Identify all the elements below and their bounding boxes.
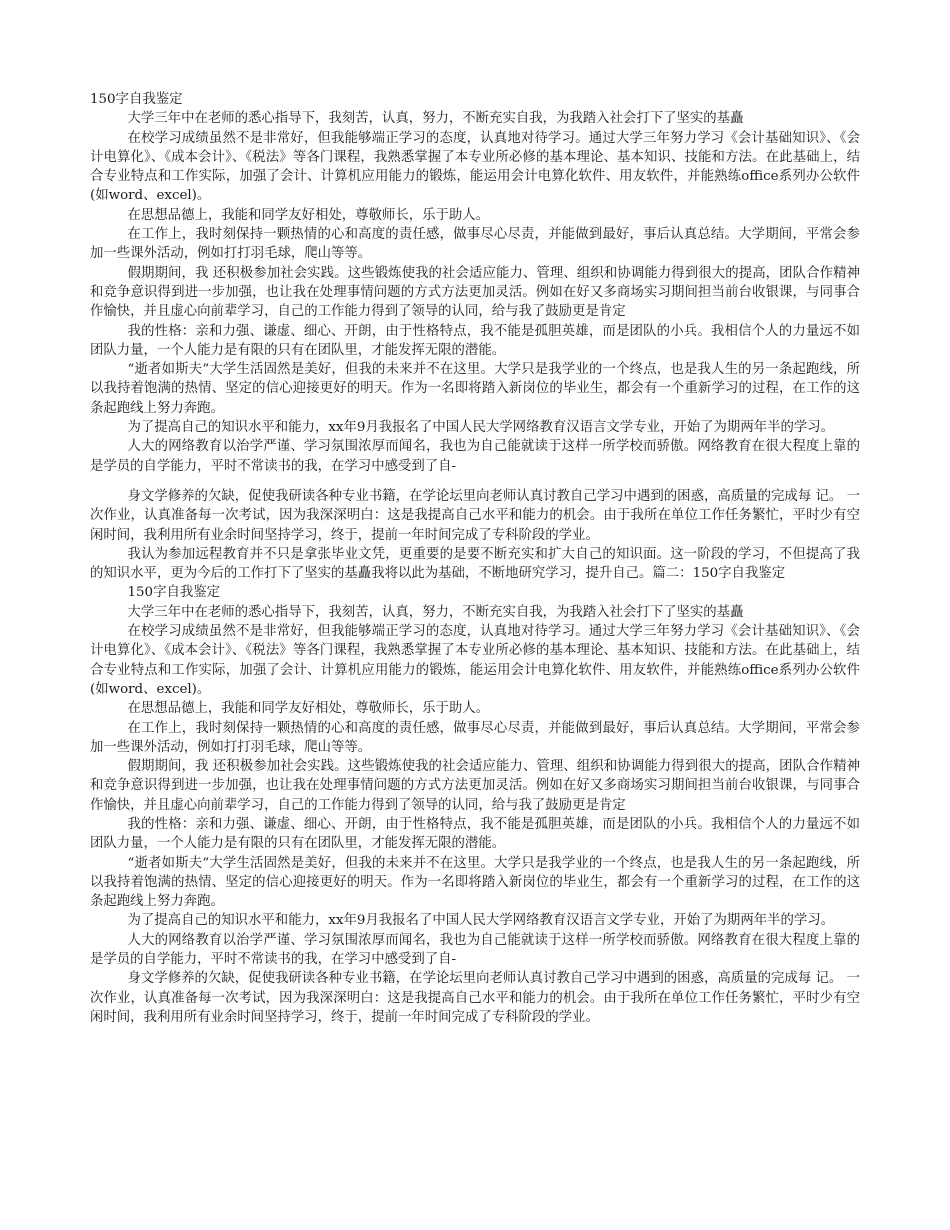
section-2-paragraph-9: 人大的网络教育以治学严谨、学习氛围浓厚而闻名，我也为自己能就读于这样一所学校而骄傲。网络教育在很大程度上靠的是学员的自学能力，平时不常读书的我，在学习中感受到了自- — [90, 932, 860, 968]
section-2-paragraph-10: 身文学修养的欠缺，促使我研读各种专业书籍，在学论坛里向老师认真讨教自己学习中遇到的困惑，高质量的完成每 记。 一次作业，认真准备每一次考试，因为我深深明白：这是我提高自己水平和能力的机会。由于我所在单位工作任务繁忙，平时少有空闲时间，我利用所有业余时间坚持学习，终于，提前一年时间完成了专科阶段的学业。 — [90, 971, 860, 1025]
paragraph-9: 人大的网络教育以治学严谨、学习氛围浓厚而闻名，我也为自己能就读于这样一所学校而骄傲。网络教育在很大程度上靠的是学员的自学能力，平时不常读书的我，在学习中感受到了自- — [90, 439, 860, 474]
document-title: 150字自我鉴定 — [90, 92, 183, 107]
paragraph-3: 在思想品德上，我能和同学友好相处，尊敬师长，乐于助人。 — [127, 207, 490, 223]
paragraph-7: “逝者如斯夫”大学生活固然是美好，但我的未来并不在这里。大学只是我学业的一个终点，也是我人生的另一条起跑线，所以我持着饱满的热情、坚定的信心迎接更好的明天。作为一名即将踏入新岗位的毕业生，都会有一个重新学习的过程，在工作的这条起跑线上努力奔跑。 — [90, 362, 860, 416]
section-2-title: 150字自我鉴定 — [127, 585, 221, 601]
section-2-paragraph-7: “逝者如斯夫”大学生活固然是美好，但我的未来并不在这里。大学只是我学业的一个终点，也是我人生的另一条起跑线，所以我持着饱满的热情、坚定的信心迎接更好的明天。作为一名即将踏入新岗位的毕业生，都会有一个重新学习的过程，在工作的这条起跑线上努力奔跑。 — [90, 855, 860, 910]
section-2-paragraph-1: 大学三年中在老师的悉心指导下，我刻苦，认真，努力，不断充实自我，为我踏入社会打下了坚实的基矗 — [127, 604, 744, 620]
paragraph-10: 身文学修养的欠缺，促使我研读各种专业书籍，在学论坛里向老师认真讨教自己学习中遇到的困惑，高质量的完成每 记。 一次作业，认真准备每一次考试，因为我深深明白：这是我提高自己水平和能力的机会。由于我所在单位工作任务繁忙，平时少有空闲时间，我利用所有业余时间坚持学习，终于，提前一年时间完成了专科阶段的学业。 — [90, 488, 860, 543]
paragraph-8: 为了提高自己的知识水平和能力，xx年9月我报名了中国人民大学网络教育汉语言文学专业，开始了为期两年半的学习。 — [127, 420, 835, 436]
section-2-paragraph-5: 假期期间，我 还积极参加社会实践。这些锻炼使我的社会适应能力、管理、组织和协调能力得到很大的提高，团队合作精神和竞争意识得到进一步加强，也让我在处理事情问题的方式方法更加灵活。例如在好又多商场实习期间担当前台收银课，与同事合作愉快，并且虚心向前辈学习，自己的工作能力得到了领导的认同，给与我了鼓励更是肯定 — [90, 759, 860, 813]
section-2-paragraph-6: 我的性格：亲和力强、谦虚、细心、开朗，由于性格特点，我不能是孤胆英雄，而是团队的小兵。我相信个人的力量远不如团队力量，一个人能力是有限的只有在团队里，才能发挥无限的潜能。 — [90, 816, 860, 852]
section-2-paragraph-2: 在校学习成绩虽然不是非常好，但我能够端正学习的态度，认真地对待学习。通过大学三年努力学习《会计基础知识》、《会计电算化》、《成本会计》、《税法》等各门课程，我熟悉掌握了本专业所必修的基本理论、基本知识、技能和方法。在此基础上，结合专业特点和工作实际，加强了会计、计算机应用能力的锻炼，能运用会计电算化软件、用友软件，并能熟练office系列办公软件(如word、excel)。 — [90, 624, 860, 697]
paragraph-4: 在工作上，我时刻保持一颗热情的心和高度的责任感，做事尽心尽责，并能做到最好，事后认真总结。大学期间，平常会参加一些课外活动，例如打打羽毛球，爬山等等。 — [90, 227, 860, 262]
paragraph-5: 假期期间，我 还积极参加社会实践。这些锻炼使我的社会适应能力、管理、组织和协调能力得到很大的提高，团队合作精神和竞争意识得到进一步加强，也让我在处理事情问题的方式方法更加灵活。例如在好又多商场实习期间担当前台收银课，与同事合作愉快，并且虚心向前辈学习，自己的工作能力得到了领导的认同，给与我了鼓励更是肯定 — [90, 265, 860, 320]
section-2-paragraph-4: 在工作上，我时刻保持一颗热情的心和高度的责任感，做事尽心尽责，并能做到最好，事后认真总结。大学期间，平常会参加一些课外活动，例如打打羽毛球，爬山等等。 — [90, 720, 860, 755]
paragraph-1: 大学三年中在老师的悉心指导下，我刻苦，认真，努力，不断充实自我，为我踏入社会打下了坚实的基矗 — [127, 111, 744, 127]
paragraph-11: 我认为参加远程教育并不只是拿张毕业文凭，更重要的是要不断充实和扩大自己的知识面。这一阶段的学习，不但提高了我的知识水平，更为今后的工作打下了坚实的基矗我将以此为基础，不断地研究学习，提升自己。篇二：150字自我鉴定 — [90, 546, 860, 582]
paragraph-6: 我的性格：亲和力强、谦虚、细心、开朗，由于性格特点，我不能是孤胆英雄，而是团队的小兵。我相信个人的力量远不如团队力量，一个人能力是有限的只有在团队里，才能发挥无限的潜能。 — [90, 323, 860, 358]
section-2-paragraph-8: 为了提高自己的知识水平和能力，xx年9月我报名了中国人民大学网络教育汉语言文学专业，开始了为期两年半的学习。 — [127, 913, 835, 929]
paragraph-2: 在校学习成绩虽然不是非常好，但我能够端正学习的态度，认真地对待学习。通过大学三年努力学习《会计基础知识》、《会计电算化》、《成本会计》、《税法》等各门课程，我熟悉掌握了本专业所必修的基本理论、基本知识、技能和方法。在此基础上，结合专业特点和工作实际，加强了会计、计算机应用能力的锻炼，能运用会计电算化软件、用友软件，并能熟练office系列办公软件(如word、excel)。 — [90, 130, 860, 204]
section-2-paragraph-3: 在思想品德上，我能和同学友好相处，尊敬师长，乐于助人。 — [127, 701, 490, 717]
